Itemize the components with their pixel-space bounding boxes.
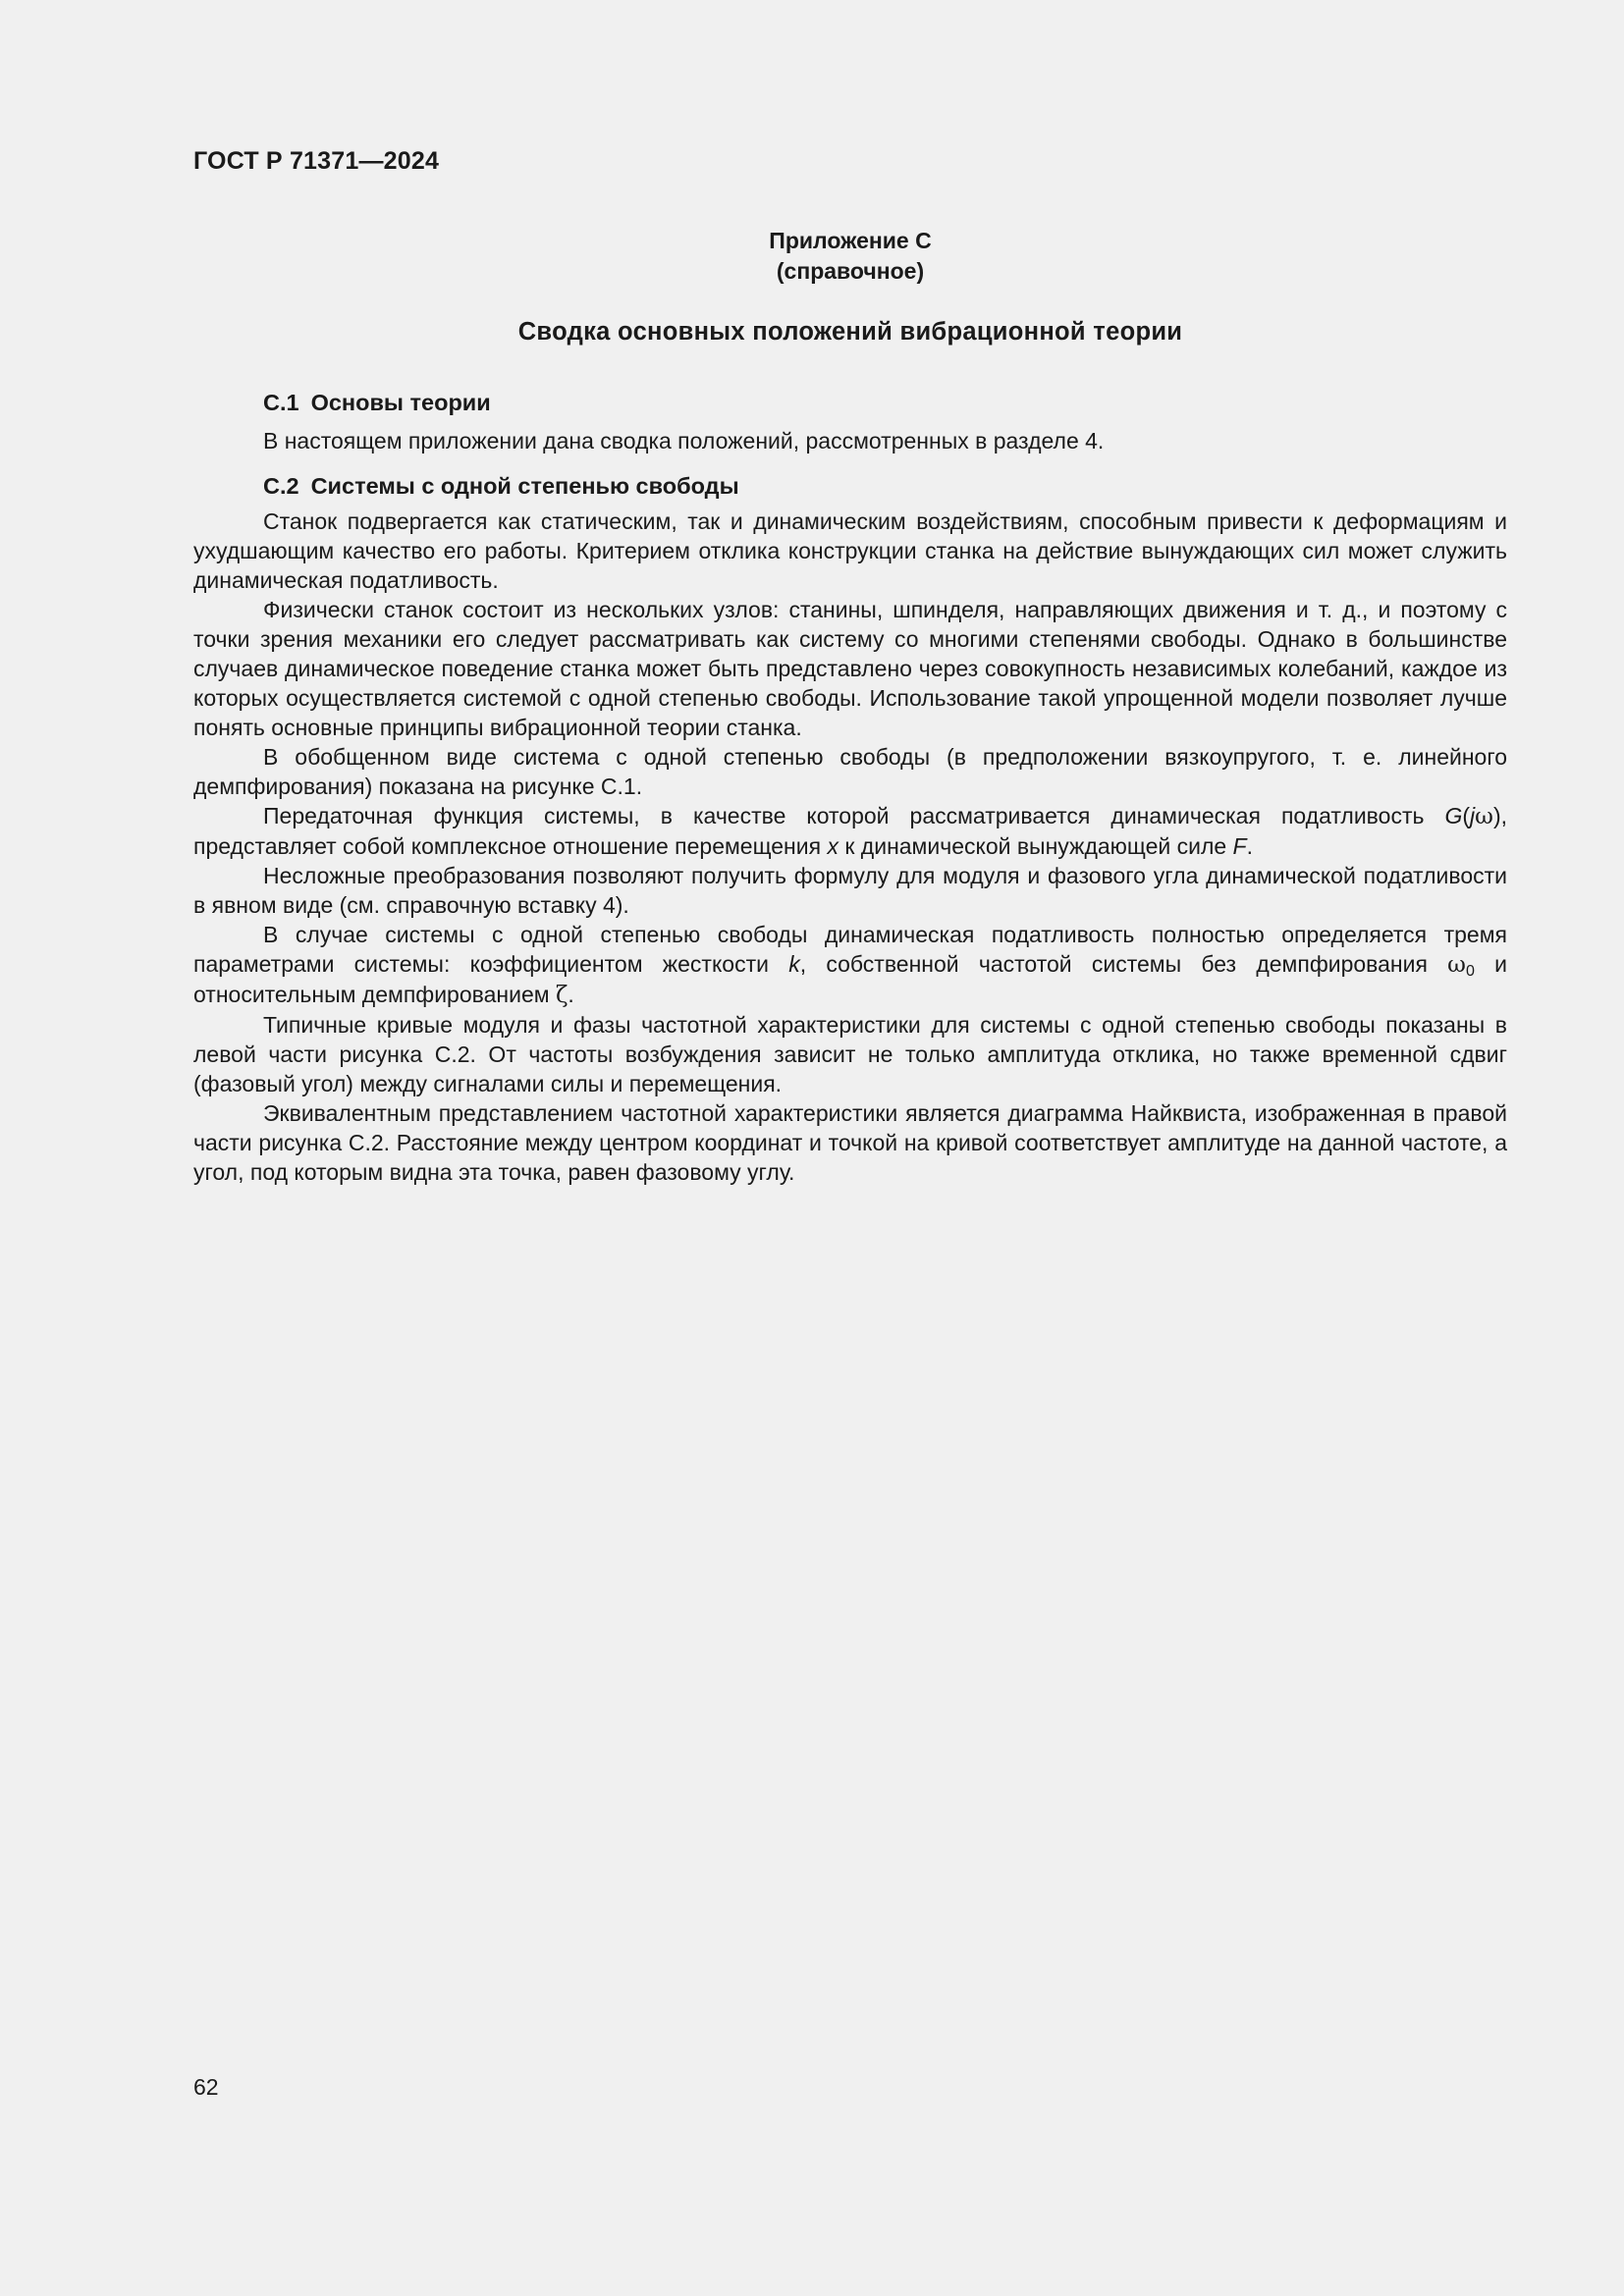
text-run: , собственной частотой системы без демпфирования	[799, 951, 1448, 977]
text-run: Передаточная функция системы, в качестве которой рассматривается динамическая податливость	[263, 803, 1445, 828]
paragraph: Эквивалентным представлением частотной характеристики является диаграмма Найквиста, изображенная в правой части рисунка С.2. Расстояние между центром координат и точкой на кривой соответствует амплитуде на данной частоте, а угол, под которым видна эта точка, равен фазовому углу.	[193, 1100, 1507, 1185]
symbol-x: x	[827, 833, 839, 859]
paragraph: Несложные преобразования позволяют получить формулу для модуля и фазового угла динамической податливости в явном виде (см. справочную вставку 4).	[193, 863, 1507, 918]
text-run: .	[568, 982, 574, 1007]
paragraph-parameters	[193, 920, 1507, 1010]
appendix-heading	[193, 226, 1507, 287]
subscript-zero: 0	[1465, 962, 1475, 980]
main-title: Сводка основных положений вибрационной теории	[517, 318, 1183, 346]
symbol-zeta: ζ	[555, 983, 568, 1008]
section-heading-c2	[263, 471, 1507, 501]
paragraph-transfer-function	[193, 801, 1507, 861]
section-number: С.1	[263, 390, 299, 415]
section-heading-c1	[263, 388, 1507, 417]
paragraph: Физически станок состоит из нескольких узлов: станины, шпинделя, направляющих движения и т. д., и поэтому с точки зрения механики его следует рассматривать как систему со многими степенями свободы. Однако в большинстве случаев динамическое поведение станка может быть представлено через совокупность независимых колебаний, каждое из которых осуществляется системой с одной степенью свободы. Использование такой упрощенной модели позволяет лучше понять основные принципы вибрационной теории станка.	[193, 597, 1507, 740]
text-run: ), представляет собой комплексное отношение перемещения	[193, 803, 1507, 859]
section-title: Основы теории	[310, 390, 491, 415]
symbol-k: k	[788, 951, 800, 977]
document-code: ГОСТ Р 71371—2024	[193, 147, 440, 175]
paragraph: В настоящем приложении дана сводка положений, рассмотренных в разделе 4.	[263, 428, 1105, 454]
paragraph: Типичные кривые модуля и фазы частотной характеристики для системы с одной степенью свободы показаны в левой части рисунка С.2. От частоты возбуждения зависит не только амплитуда отклика, но также временной сдвиг (фазовый угол) между сигналами силы и перемещения.	[193, 1012, 1507, 1096]
symbol-g: G	[1444, 803, 1463, 828]
text-run: и относительным демпфированием	[193, 951, 1507, 1007]
symbol-f: F	[1232, 833, 1247, 859]
section-number: С.2	[263, 473, 299, 499]
symbol-j: j	[1470, 803, 1476, 828]
page-number: 62	[193, 2074, 219, 2100]
text-run: к динамической вынуждающей силе	[838, 833, 1233, 859]
text-run: .	[1246, 833, 1253, 859]
text-run: (	[1462, 803, 1471, 828]
document-body	[193, 388, 1507, 1187]
paragraph: В обобщенном виде система с одной степенью свободы (в предположении вязкоупругого, т. е. линейного демпфирования) показана на рисунке С.1.	[193, 744, 1507, 799]
text-run: В случае системы с одной степенью свободы динамическая податливость полностью определяется тремя параметрами системы: коэффициентом жесткости	[193, 922, 1507, 977]
symbol-omega: ω	[1447, 952, 1466, 978]
appendix-title: Приложение С	[769, 228, 932, 253]
paragraph: Станок подвергается как статическим, так и динамическим воздействиям, способным привести к деформациям и ухудшающим качество его работы. Критерием отклика конструкции станка на действие вынуждающих сил может служить динамическая податливость.	[193, 508, 1507, 593]
symbol-omega: ω	[1475, 804, 1493, 829]
appendix-type: (справочное)	[776, 258, 925, 284]
section-title: Системы с одной степенью свободы	[310, 473, 739, 499]
